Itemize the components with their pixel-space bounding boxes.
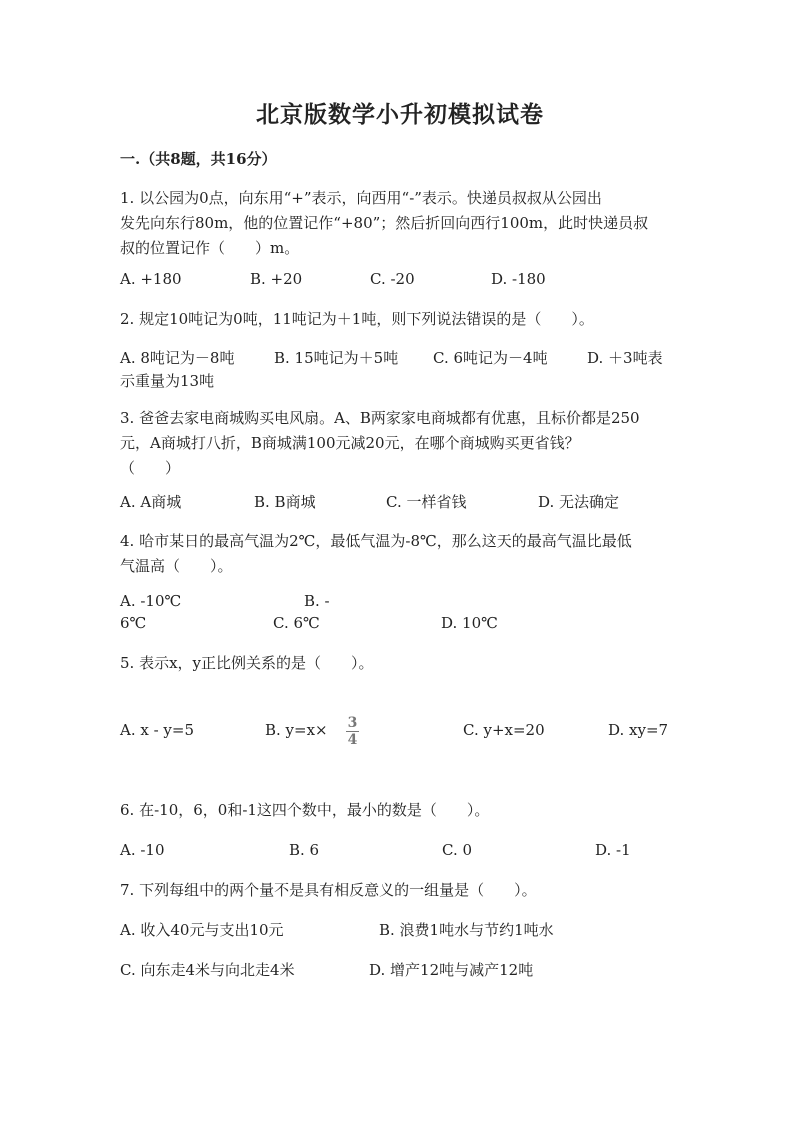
q5-option-b-label: B. y=x× [265,721,328,739]
question-1-line-1: 1. 以公园为0点，向东用“+”表示，向西用“-”表示。快递员叔叔从公园出 [120,189,602,207]
q5-option-d: D. xy=7 [608,721,669,739]
q1-option-b: B. +20 [250,270,303,288]
question-4-line-1: 4. 哈市某日的最高气温为2℃，最低气温为-8℃，那么这天的最高气温比最低 [120,532,632,550]
question-2-stem: 2. 规定10吨记为0吨，11吨记为＋1吨，则下列说法错误的是（ ）。 [120,310,594,328]
q5-option-b [265,705,359,755]
page-title: 北京版数学小升初模拟试卷 [256,101,544,128]
q2-option-d: D. ＋3吨表 [587,349,663,367]
q6-option-c: C. 0 [442,841,473,859]
q3-option-d: D. 无法确定 [538,493,620,511]
fraction-numerator: 3 [347,714,358,731]
question-7-stem: 7. 下列每组中的两个量不是具有相反意义的一组量是（ ）。 [120,881,537,899]
q2-option-d-continued: 示重量为13吨 [120,372,215,390]
q1-option-d: D. -180 [491,270,546,288]
q2-option-a: A. 8吨记为－8吨 [120,349,235,367]
question-3-line-3: （ ） [120,459,181,477]
q3-option-a: A. A商城 [120,493,182,511]
q7-option-c: C. 向东走4米与向北走4米 [120,961,295,979]
question-3-line-1: 3. 爸爸去家电商城购买电风扇。A、B两家家电商城都有优惠，且标价都是250 [120,409,640,427]
q4-option-d: D. 10℃ [441,614,498,632]
q7-option-a: A. 收入40元与支出10元 [120,921,284,939]
q4-option-b: B. - [304,592,330,610]
question-5-stem: 5. 表示x，y正比例关系的是（ ）。 [120,654,374,672]
question-1-line-2: 发先向东行80m，他的位置记作“+80”；然后折回向西行100m，此时快递员叔 [120,214,649,232]
fraction [346,715,360,748]
q6-option-b: B. 6 [289,841,320,859]
q6-option-a: A. -10 [120,841,165,859]
q3-option-c: C. 一样省钱 [386,493,467,511]
q3-option-b: B. B商城 [254,493,316,511]
question-3-stem [120,406,680,481]
q4-option-a: A. -10℃ [120,592,182,610]
q6-option-d: D. -1 [595,841,631,859]
question-4-stem [120,529,680,579]
q1-option-c: C. -20 [370,270,415,288]
question-4-line-2: 气温高（ ）。 [120,557,233,575]
question-6-stem: 6. 在-10，6，0和-1这四个数中，最小的数是（ ）。 [120,801,490,819]
q1-option-a: A. +180 [120,270,182,288]
question-1-stem [120,186,680,261]
q5-option-a: A. x - y=5 [120,721,195,739]
fraction-denominator: 4 [347,731,358,748]
question-1-line-3: 叔的位置记作（ ）m。 [120,239,300,257]
q2-option-c: C. 6吨记为－4吨 [433,349,548,367]
q2-option-b: B. 15吨记为＋5吨 [274,349,399,367]
q7-option-b: B. 浪费1吨水与节约1吨水 [379,921,554,939]
q7-option-d: D. 增产12吨与减产12吨 [369,961,534,979]
q4-option-c: C. 6℃ [273,614,320,632]
q4-option-b-continued: 6℃ [120,614,147,632]
q5-option-c: C. y+x=20 [463,721,545,739]
question-3-line-2: 元，A商城打八折，B商城满100元减20元，在哪个商城购买更省钱？ [120,434,580,452]
section-heading: 一.（共8题，共16分） [120,150,277,168]
